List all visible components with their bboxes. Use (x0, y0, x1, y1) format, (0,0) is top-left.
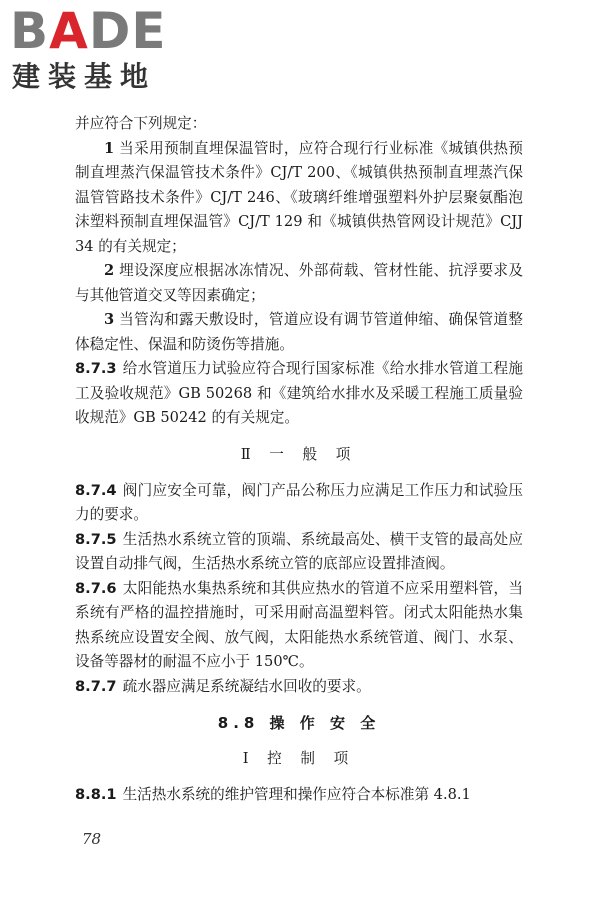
list-item: 3 当管沟和露天敷设时，管道应设有调节管道伸缩、确保管道整体稳定性、保温和防烫伤等措施。 (75, 311, 523, 353)
clause-8-7-5: 8.7.5 生活热水系统立管的顶端、系统最高处、横干支管的最高处应设置自动排气阀，生活热水系统立管的底部应设置排渣阀。 (75, 530, 523, 572)
clause-8-7-7: 8.7.7 疏水器应满足系统凝结水回收的要求。 (75, 677, 371, 695)
intro-text: 并应符合下列规定： (75, 115, 207, 132)
clause-8-7-6: 8.7.6 太阳能热水集热系统和其供应热水的管道不应采用塑料管，当系统有严格的温控措施时，可采用耐高温塑料管。闭式太阳能热水集热系统应设置安全阀、放气阀，太阳能热水系统管道、阀门、水泵、设备等器材的耐温不应小于 150℃。 (75, 579, 523, 670)
logo-wordmark: BADE (10, 2, 167, 60)
logo (10, 2, 190, 96)
list-item: 1 当采用预制直埋保温管时，应符合现行行业标准《城镇供热预制直埋蒸汽保温管技术条件》CJ/T 200、《城镇供热预制直埋蒸汽保温管管路技术条件》CJ/T 246、《玻璃纤维增强塑料外护层聚氨酯泡沫塑料预制直埋保温管》CJ/T 129 和《城镇供热管网设计规范》CJJ 34 的有关规定； (75, 139, 523, 255)
document-body (75, 112, 523, 808)
section-heading-8-8: 8.8 操 作 安 全 (217, 714, 381, 732)
clause-8-7-4: 8.7.4 阀门应安全可靠，阀门产品公称压力应满足工作压力和试验压力的要求。 (75, 481, 523, 523)
clause-8-7-3: 8.7.3 给水管道压力试验应符合现行国家标准《给水排水管道工程施工及验收规范》GB 50268 和《建筑给水排水及采暖工程施工质量验收规范》GB 50242 的有关规定。 (75, 360, 523, 426)
sub-heading-general: Ⅱ 一 般 项 (240, 445, 358, 463)
list-item: 2 埋设深度应根据冰冻情况、外部荷载、管材性能、抗浮要求及与其他管道交叉等因素确定； (75, 262, 523, 304)
page-number: 78 (82, 830, 102, 848)
clause-8-8-1: 8.8.1 生活热水系统的维护管理和操作应符合本标准第 4.8.1 (75, 786, 471, 803)
sub-heading-control: Ⅰ 控 制 项 (242, 750, 356, 767)
logo-subtitle: 建装基地 (12, 60, 157, 93)
